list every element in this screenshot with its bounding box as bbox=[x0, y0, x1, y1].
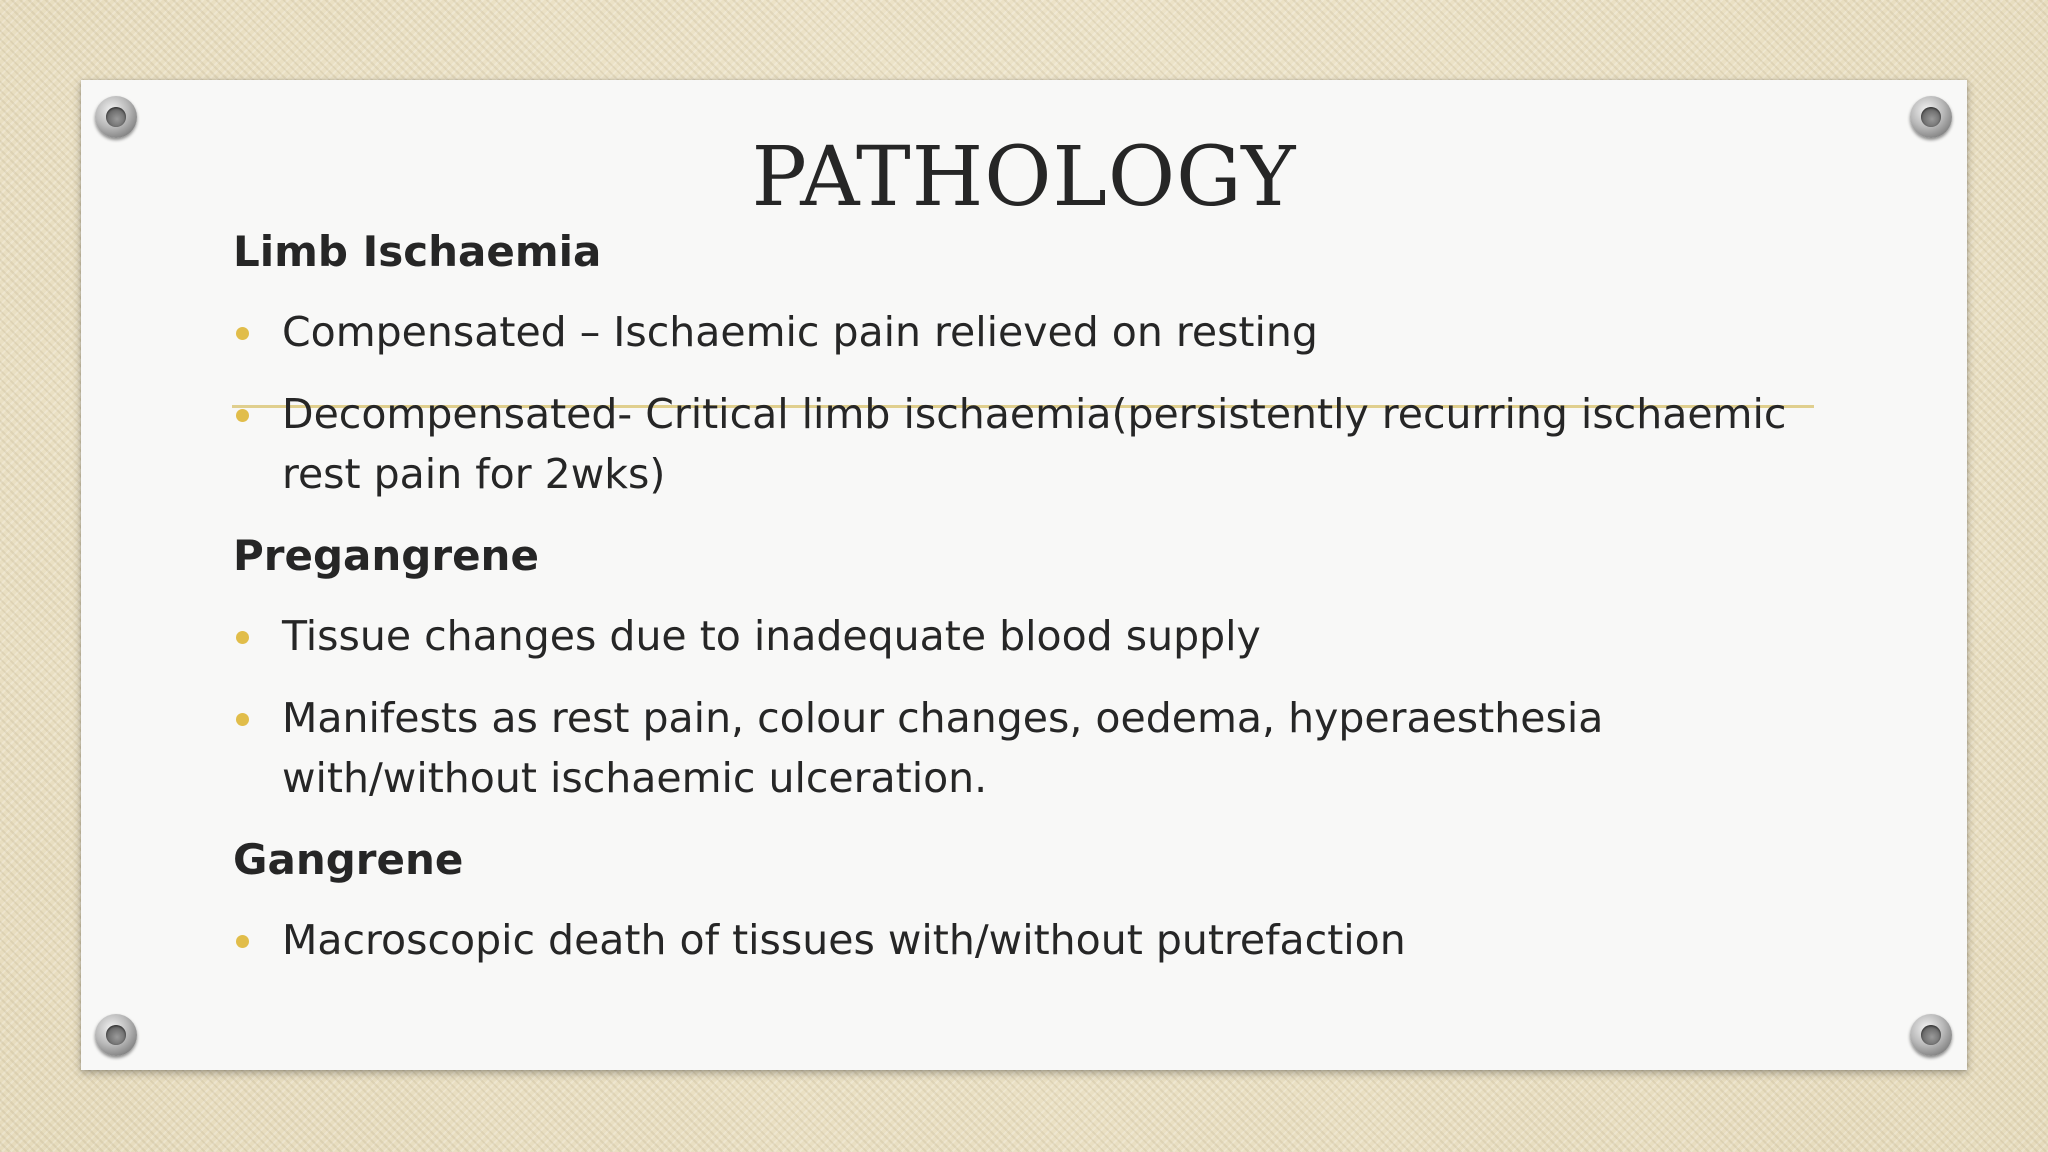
list-item bbox=[233, 688, 1793, 808]
list-item bbox=[233, 606, 1793, 666]
list-item bbox=[233, 384, 1793, 504]
slide-title: PATHOLOGY bbox=[751, 130, 1297, 225]
bullet-text: Macroscopic death of tissues with/without putrefaction bbox=[282, 916, 1406, 964]
section-gangrene bbox=[233, 830, 1793, 970]
bullet-dot-icon bbox=[236, 713, 249, 726]
section-heading: Gangrene bbox=[233, 835, 464, 884]
section-limb-ischaemia bbox=[233, 222, 1793, 504]
section-pregangrene bbox=[233, 526, 1793, 808]
bullet-dot-icon bbox=[236, 935, 249, 948]
bullet-text: Decompensated- Critical limb ischaemia(persistently recurring ischaemic rest pain for 2wks) bbox=[282, 390, 1787, 498]
bullet-list bbox=[233, 606, 1793, 808]
bullet-text: Compensated – Ischaemic pain relieved on resting bbox=[282, 308, 1318, 356]
bullet-list bbox=[233, 910, 1793, 970]
section-heading: Limb Ischaemia bbox=[233, 227, 602, 276]
bullet-dot-icon bbox=[236, 327, 249, 340]
bullet-text: Manifests as rest pain, colour changes, oedema, hyperaesthesia with/without ischaemic ulceration. bbox=[282, 694, 1604, 802]
grommet-icon bbox=[1910, 1014, 1952, 1056]
slide-body bbox=[233, 222, 1793, 992]
list-item bbox=[233, 910, 1793, 970]
bullet-text: Tissue changes due to inadequate blood supply bbox=[282, 612, 1261, 660]
list-item bbox=[233, 302, 1793, 362]
bullet-dot-icon bbox=[236, 631, 249, 644]
bullet-dot-icon bbox=[236, 409, 249, 422]
section-heading: Pregangrene bbox=[233, 531, 539, 580]
bullet-list bbox=[233, 302, 1793, 504]
grommet-icon bbox=[95, 1014, 137, 1056]
